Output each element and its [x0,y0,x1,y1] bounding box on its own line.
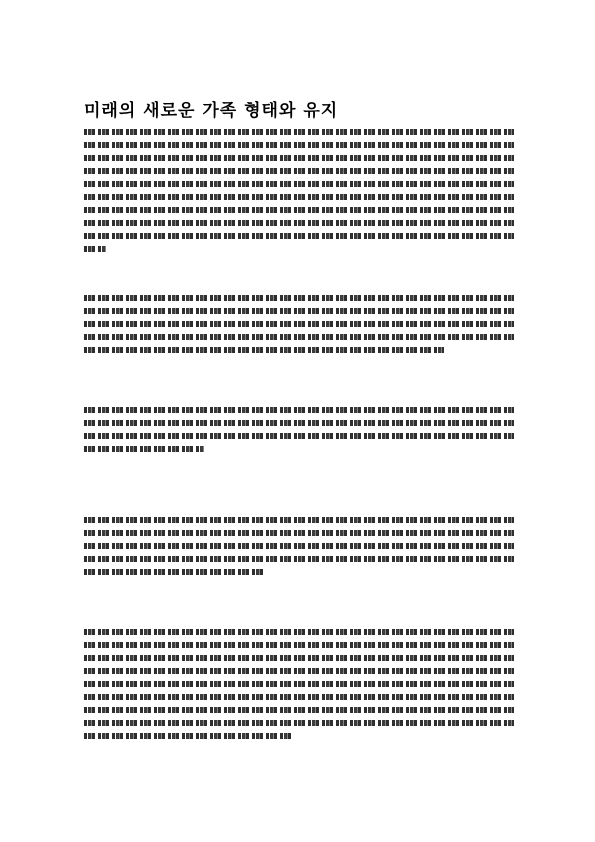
text-line [84,652,514,665]
text-line [84,126,514,139]
text-line [84,540,514,553]
text-line [84,139,514,152]
text-line [84,691,514,704]
text-line [84,165,514,178]
document-title: 미래의 새로운 가족 형태와 유지 [84,101,339,121]
text-line [84,230,514,243]
text-line [84,204,514,217]
text-line [84,566,514,579]
text-line [84,527,514,540]
text-line [84,331,514,344]
text-line [84,318,514,331]
text-line [84,553,514,566]
text-line [84,717,514,730]
text-line [84,243,514,256]
text-line [84,178,514,191]
text-line [84,514,514,527]
text-line [84,344,514,357]
text-line [84,430,514,443]
text-line [84,292,514,305]
text-line [84,639,514,652]
text-line [84,417,514,430]
text-line [84,730,514,743]
text-line [84,191,514,204]
text-line [84,626,514,639]
text-line [84,217,514,230]
paragraph-5 [84,626,514,743]
text-line [84,443,514,456]
text-line [84,305,514,318]
text-line [84,665,514,678]
paragraph-2 [84,292,514,357]
text-line [84,404,514,417]
text-line [84,152,514,165]
text-line [84,678,514,691]
paragraph-4 [84,514,514,579]
text-line [84,704,514,717]
paragraph-1 [84,126,514,256]
paragraph-3 [84,404,514,456]
